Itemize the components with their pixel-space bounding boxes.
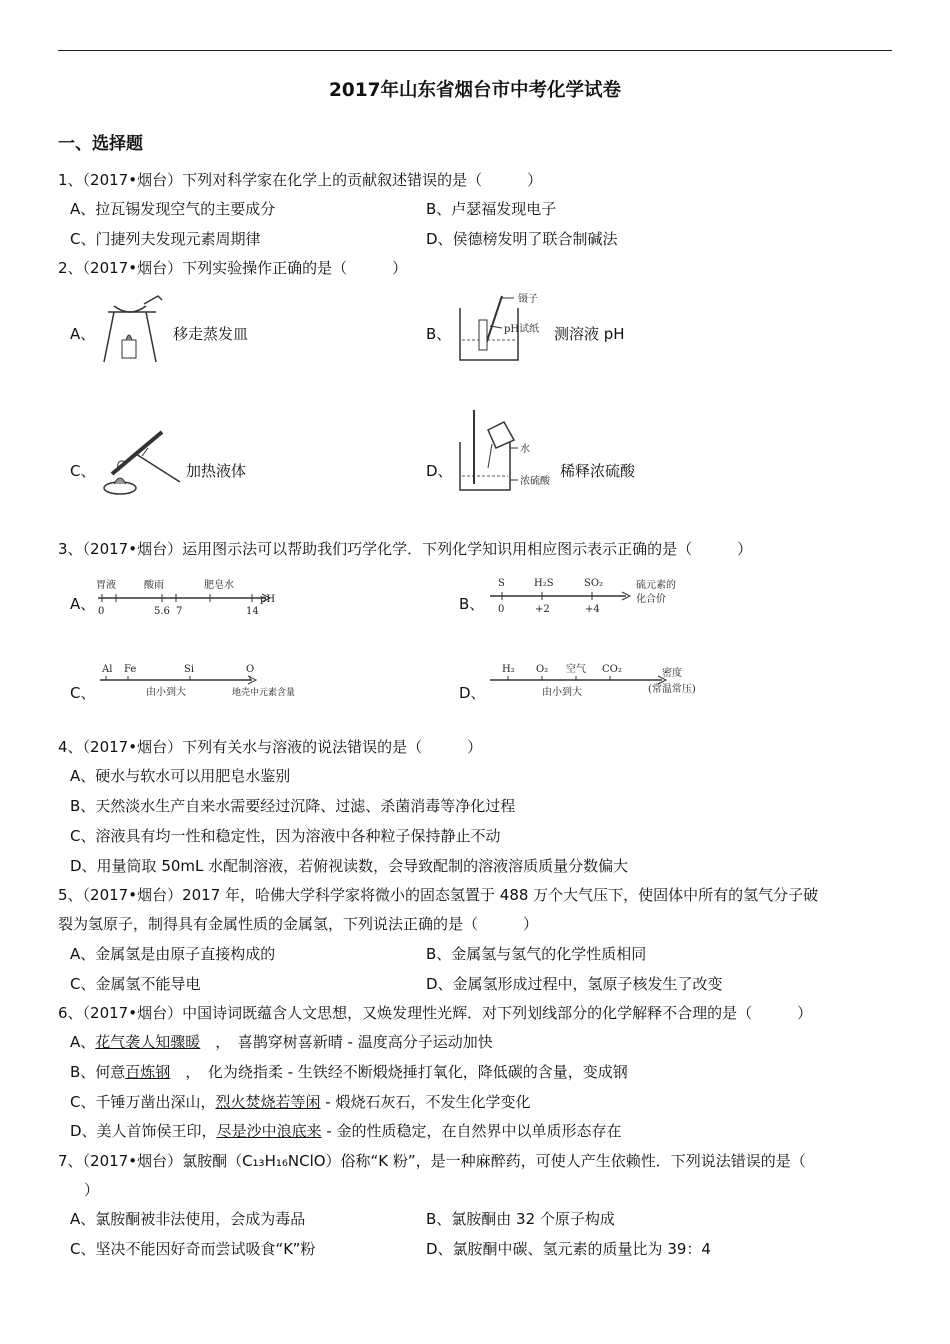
q5-stem-line2: 裂为氢原子，制得具有金属性质的金属氢，下列说法正确的是（ ）: [58, 915, 539, 933]
q3-option-d-letter[interactable]: D、: [459, 684, 486, 702]
page-title: 2017年山东省烟台市中考化学试卷: [329, 80, 621, 101]
q1-option-a[interactable]: A、拉瓦锡发现空气的主要成分: [70, 200, 276, 218]
ph-axis-figure: [94, 574, 284, 620]
q1-stem: 1、（2017•烟台）下列对科学家在化学上的贡献叙述错误的是（ ）: [58, 171, 543, 189]
q1-option-c[interactable]: C、门捷列夫发现元素周期律: [70, 230, 261, 248]
q3-option-b-letter[interactable]: B、: [459, 595, 485, 613]
q6-option-a[interactable]: [70, 1032, 493, 1052]
q4-option-c[interactable]: C、溶液具有均一性和稳定性，因为溶液中各种粒子保持静止不动: [70, 827, 501, 845]
water-label: 水: [520, 444, 530, 455]
axis-label-o2: O₂: [536, 664, 549, 675]
q6-a-rest: ， 喜鹊穿树喜新晴 - 温度高分子运动加快: [200, 1033, 493, 1051]
axis-label-gastric: 胃液: [96, 580, 116, 591]
conc-acid-label: 浓硫酸: [520, 476, 550, 487]
tick-7: 7: [176, 606, 183, 617]
tweezers-label: 镊子: [518, 294, 538, 305]
axis-mid-small-to-large: 由小到大: [146, 687, 186, 698]
q3-option-a-letter[interactable]: A、: [70, 595, 96, 613]
tick-14: 14: [246, 606, 259, 617]
axis-label-al: Al: [102, 664, 113, 675]
tick-0: 0: [98, 606, 105, 617]
crust-elements-axis-figure: [96, 662, 316, 702]
axis-label-o: O: [246, 664, 255, 675]
sulfur-valence-axis-figure: [486, 572, 706, 618]
q5-option-a[interactable]: A、金属氢是由原子直接构成的: [70, 945, 276, 963]
q6-d-rest: - 金的性质稳定，在自然界中以单质形态存在: [321, 1122, 622, 1140]
axis-unit-crust: 地壳中元素含量: [232, 688, 296, 698]
q2-option-d-text: 稀释浓硫酸: [560, 462, 636, 480]
axis-unit-ph: pH: [260, 594, 276, 605]
dilute-sulfuric-acid-figure: [452, 404, 552, 494]
axis-mid-small-to-large-d: 由小到大: [542, 687, 582, 698]
axis-label-si: Si: [184, 664, 195, 675]
q6-d-underlined: 尽是沙中浪底来: [216, 1122, 322, 1140]
q2-option-b-text: 测溶液 pH: [554, 325, 625, 343]
axis-unit-valence: 化合价: [636, 594, 666, 605]
section-heading: 一、选择题: [58, 134, 143, 154]
axis-label-s: S: [498, 578, 505, 589]
q2-option-c-letter[interactable]: C、: [70, 462, 96, 480]
axis-label-acid-rain: 酸雨: [144, 580, 164, 591]
q6-option-c[interactable]: [70, 1092, 530, 1112]
q2-option-a-letter[interactable]: A、: [70, 325, 96, 343]
q7-stem-line1: 7、（2017•烟台）氯胺酮（C₁₃H₁₆NClO）俗称“K 粉”，是一种麻醉药，可使人产生依赖性．下列说法错误的是（: [58, 1152, 806, 1170]
q5-stem-line1: 5、（2017•烟台）2017 年，哈佛大学科学家将微小的固态氢置于 488 万个大气压下，使固体中所有的氢气分子破: [58, 886, 819, 904]
q2-option-d-letter[interactable]: D、: [426, 462, 453, 480]
q6-d-prefix: D、美人首饰侯王印，: [70, 1122, 217, 1140]
axis-label-h2s: H₂S: [534, 578, 554, 589]
q6-stem: 6、（2017•烟台）中国诗词既蕴含人文思想，又焕发理性光辉．对下列划线部分的化学解释不合理的是（ ）: [58, 1004, 813, 1022]
q3-option-c-letter[interactable]: C、: [70, 684, 96, 702]
q7-option-c[interactable]: C、坚决不能因好奇而尝试吸食“K”粉: [70, 1240, 316, 1258]
ph-test-figure: [452, 288, 550, 366]
q6-option-b[interactable]: [70, 1062, 628, 1082]
axis-label-air: 空气: [566, 664, 586, 675]
q4-option-d[interactable]: D、用量筒取 50mL 水配制溶液，若俯视读数，会导致配制的溶液溶质质量分数偏大: [70, 857, 629, 875]
axis-unit-density: 密度: [662, 668, 682, 679]
gas-density-axis-figure: [486, 660, 706, 702]
q4-stem: 4、（2017•烟台）下列有关水与溶液的说法错误的是（ ）: [58, 738, 483, 756]
q6-c-prefix: C、千锤万凿出深山，: [70, 1093, 216, 1111]
axis-label-h2: H₂: [502, 664, 515, 675]
axis-unit-sulfur: 硫元素的: [636, 580, 676, 591]
q2-stem: 2、（2017•烟台）下列实验操作正确的是（ ）: [58, 259, 408, 277]
q6-a-prefix: A、: [70, 1033, 96, 1051]
q4-option-a[interactable]: A、硬水与软水可以用肥皂水鉴别: [70, 767, 291, 785]
q5-option-d[interactable]: D、金属氢形成过程中，氢原子核发生了改变: [426, 975, 723, 993]
q7-option-b[interactable]: B、氯胺酮由 32 个原子构成: [426, 1210, 615, 1228]
q2-option-c-text: 加热液体: [186, 462, 247, 480]
q2-option-a-text: 移走蒸发皿: [173, 325, 249, 343]
axis-unit-conditions: (常温常压): [648, 684, 696, 695]
tick-5.6: 5.6: [154, 606, 170, 617]
header-rule: [58, 50, 892, 51]
tick-valence-0: 0: [498, 604, 505, 615]
ph-paper-label: pH试纸: [504, 324, 540, 335]
heating-liquid-figure: [96, 412, 184, 502]
q6-b-underlined: 百炼钢: [125, 1063, 171, 1081]
q6-c-underlined: 烈火焚烧若等闲: [215, 1093, 321, 1111]
q6-a-underlined: 花气袭人知骤暖: [95, 1033, 201, 1051]
q7-option-d[interactable]: D、氯胺酮中碳、氢元素的质量比为 39：4: [426, 1240, 711, 1258]
q2-option-b-letter[interactable]: B、: [426, 325, 452, 343]
q7-stem-line2: ）: [84, 1181, 100, 1199]
axis-label-fe: Fe: [124, 664, 137, 675]
axis-label-soap: 肥皂水: [204, 580, 234, 591]
q1-option-d[interactable]: D、侯德榜发明了联合制碱法: [426, 230, 618, 248]
tick-valence-4: +4: [585, 604, 600, 615]
q6-c-rest: - 煅烧石灰石，不发生化学变化: [320, 1093, 531, 1111]
q4-option-b[interactable]: B、天然淡水生产自来水需要经过沉降、过滤、杀菌消毒等净化过程: [70, 797, 516, 815]
evaporating-dish-figure: [96, 290, 168, 368]
q6-b-rest: ， 化为绕指柔 - 生铁经不断煅烧捶打氧化，降低碳的含量，变成钢: [170, 1063, 628, 1081]
tick-valence-2: +2: [535, 604, 550, 615]
axis-label-co2: CO₂: [602, 664, 622, 675]
q3-stem: 3、（2017•烟台）运用图示法可以帮助我们巧学化学．下列化学知识用相应图示表示正确的是（ ）: [58, 540, 753, 558]
q7-option-a[interactable]: A、氯胺酮被非法使用，会成为毒品: [70, 1210, 306, 1228]
q5-option-c[interactable]: C、金属氢不能导电: [70, 975, 201, 993]
axis-label-so2: SO₂: [584, 578, 604, 589]
q1-option-b[interactable]: B、卢瑟福发现电子: [426, 200, 557, 218]
q6-b-prefix: B、何意: [70, 1063, 126, 1081]
q6-option-d[interactable]: [70, 1121, 622, 1141]
q5-option-b[interactable]: B、金属氢与氢气的化学性质相同: [426, 945, 647, 963]
